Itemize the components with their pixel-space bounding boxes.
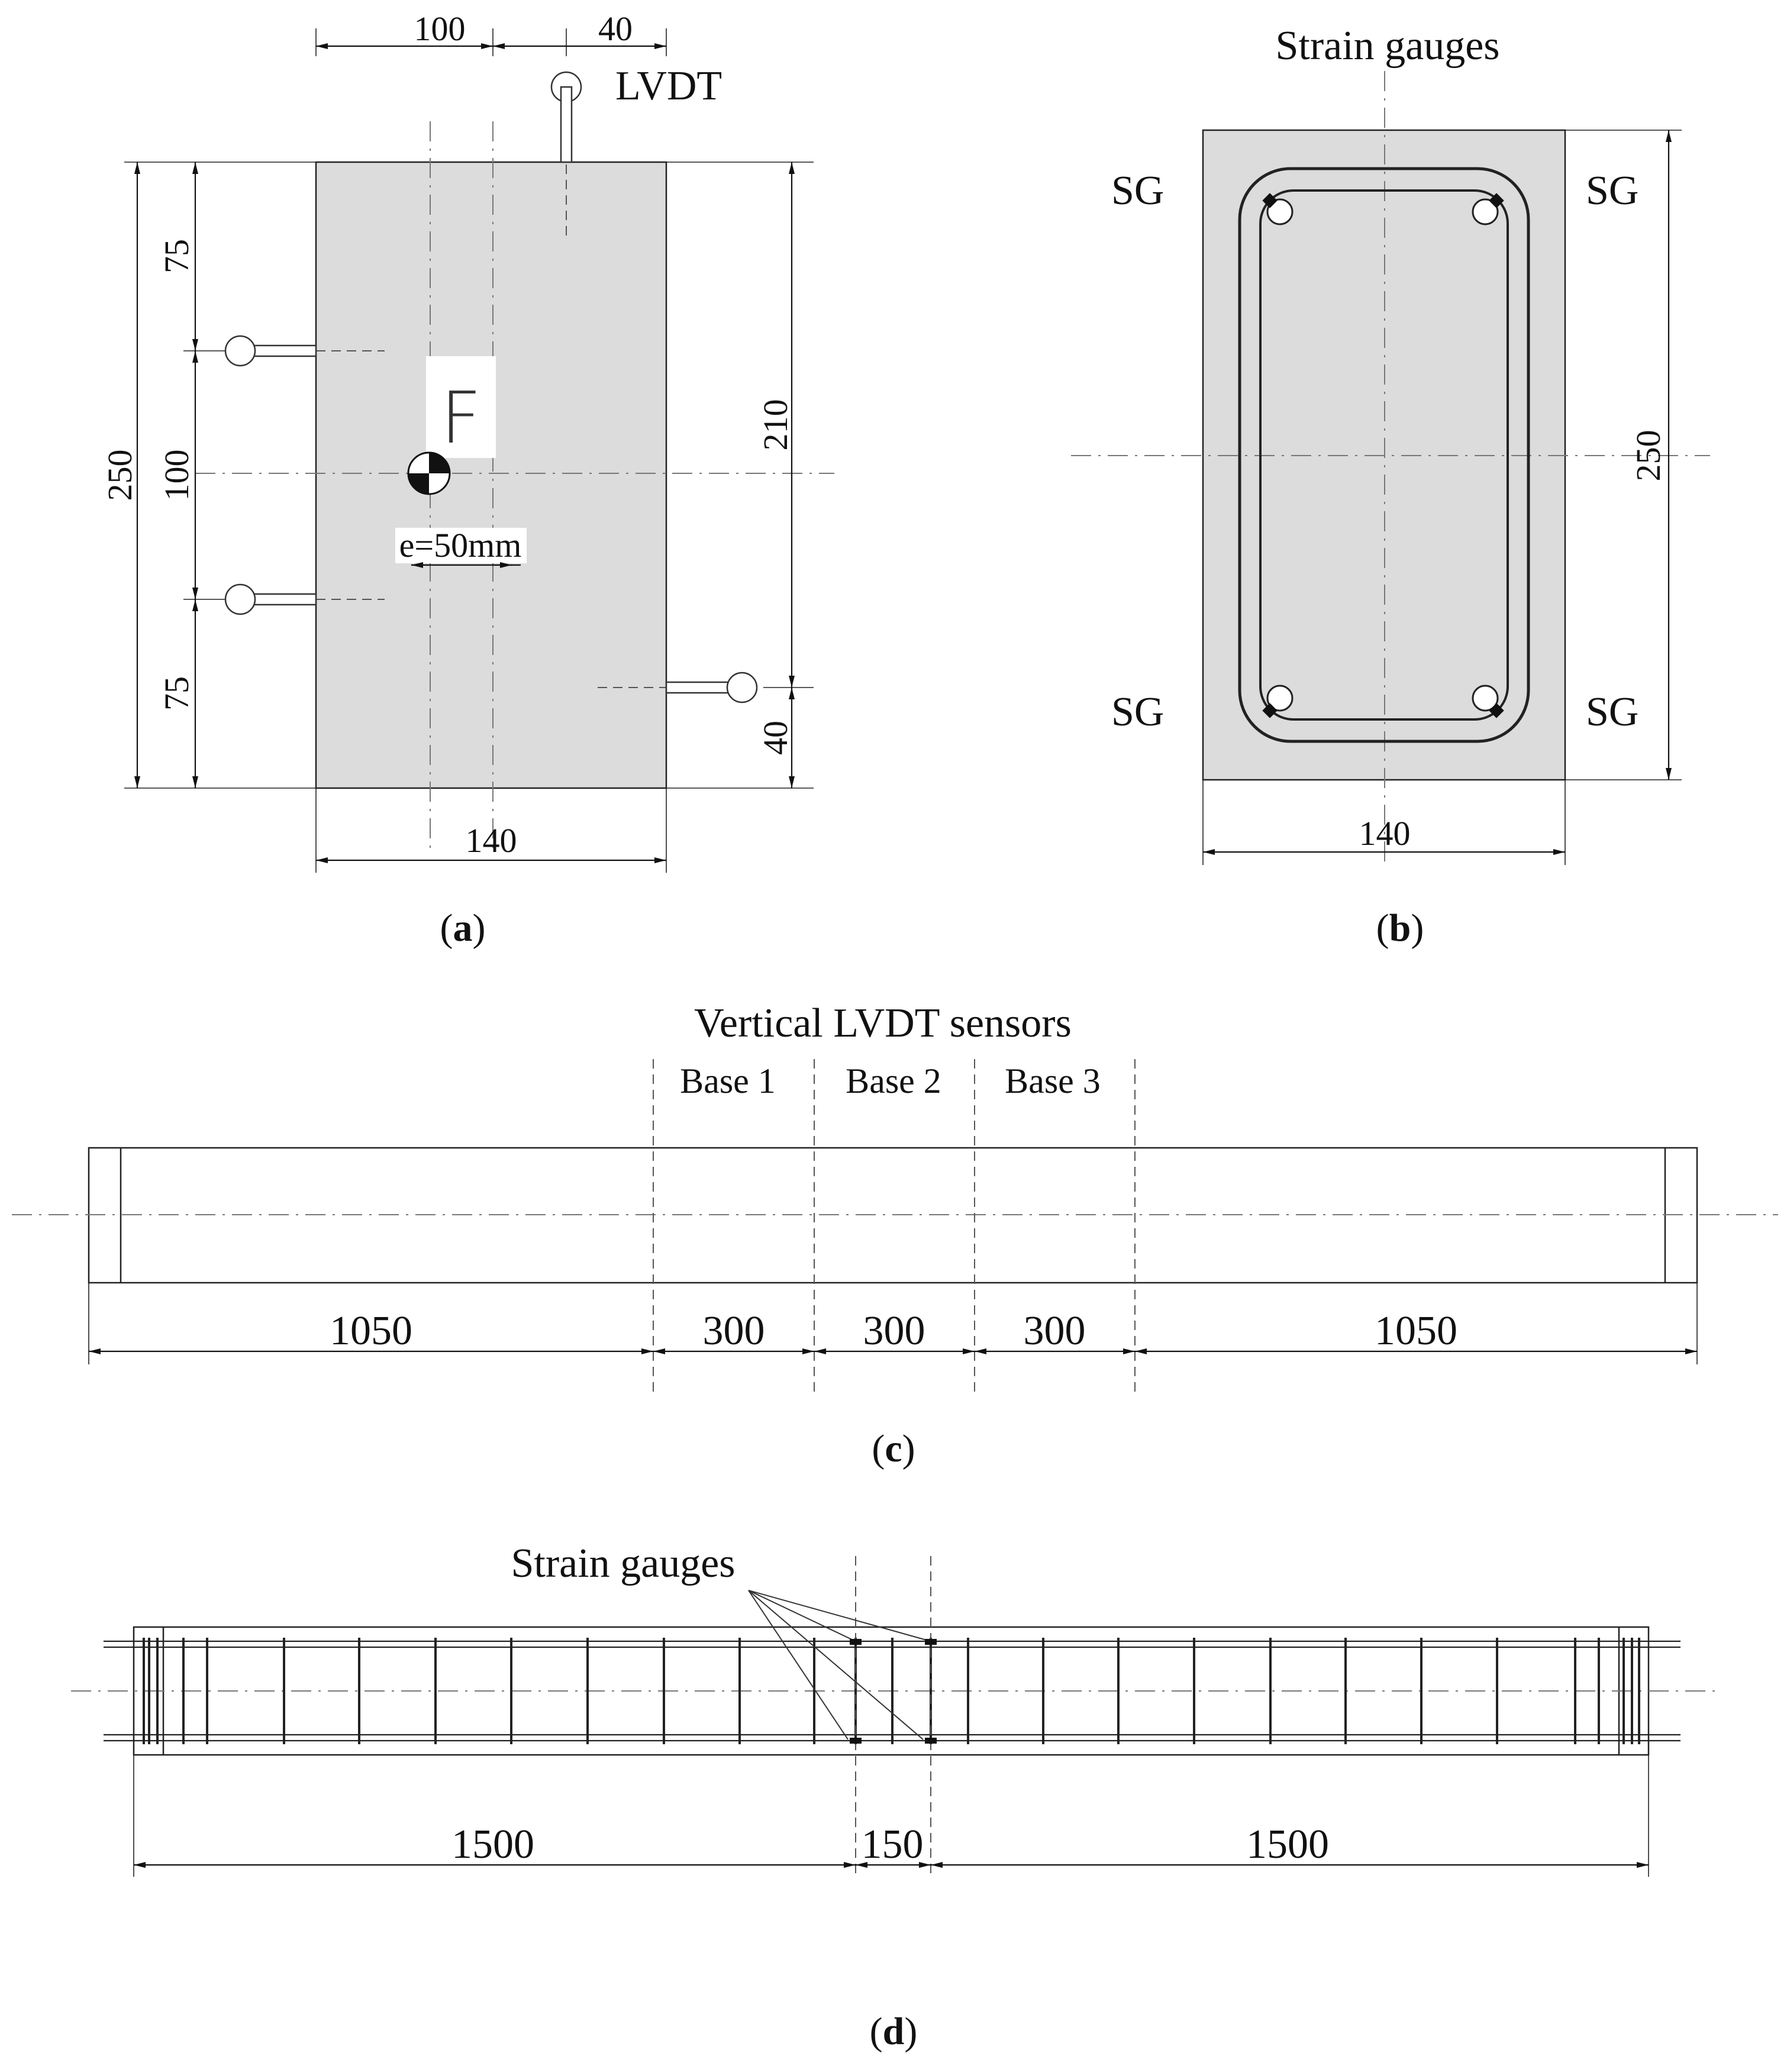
dim-top-40: 40: [598, 9, 633, 48]
lvdt-top-sensor: [551, 72, 581, 162]
base-2-label: Base 2: [846, 1061, 941, 1100]
dim-d-1500-right: 1500: [1246, 1822, 1329, 1867]
strain-gauge-4: [925, 1738, 937, 1744]
base-3-label: Base 3: [1005, 1061, 1101, 1100]
dim-c-300-c: 300: [1023, 1308, 1086, 1354]
sg-label-top-left: SG: [1111, 168, 1165, 214]
dim-c-300-a: 300: [702, 1308, 765, 1354]
caption-b: (b): [1376, 906, 1424, 950]
dim-left-250: 250: [101, 449, 139, 501]
dim-left-75-bottom: 75: [157, 676, 196, 711]
sg-label-top-right: SG: [1586, 168, 1639, 214]
lvdt-label: LVDT: [615, 63, 722, 109]
dim-d-150: 150: [861, 1822, 924, 1867]
dim-right-40: 40: [756, 721, 795, 755]
caption-a: (a): [440, 906, 486, 950]
dim-left-75-top: 75: [157, 239, 196, 273]
strain-gauges-title-b: Strain gauges: [1275, 23, 1500, 69]
dim-left-100: 100: [157, 449, 196, 501]
caption-d: (d): [869, 2010, 918, 2053]
panel-c: [12, 1001, 1778, 1470]
dim-c-300-b: 300: [863, 1308, 925, 1354]
panel-a: [101, 9, 834, 950]
dim-top-100: 100: [414, 9, 466, 48]
base-1-label: Base 1: [680, 1061, 776, 1100]
lvdt-left-lower-sensor: [225, 585, 316, 614]
gauge-leader-4: [749, 1590, 923, 1739]
sg-label-bottom-left: SG: [1111, 689, 1165, 735]
dim-right-210: 210: [756, 399, 795, 451]
cross-section-block: [316, 162, 666, 788]
dim-c-1050-left: 1050: [330, 1308, 412, 1354]
lvdt-left-upper-sensor: [225, 336, 316, 366]
dim-bottom-140: 140: [465, 821, 517, 860]
panel-b: [1071, 23, 1710, 950]
strain-gauge-1: [850, 1639, 862, 1645]
sg-label-bottom-right: SG: [1586, 689, 1639, 735]
force-label: F: [440, 377, 482, 460]
vertical-lvdt-title: Vertical LVDT sensors: [694, 1001, 1072, 1046]
dim-d-1500-left: 1500: [451, 1822, 534, 1867]
lvdt-right-sensor: [666, 673, 757, 702]
eccentricity-label: e=50mm: [399, 526, 522, 564]
dim-right-250-b: 250: [1629, 430, 1667, 482]
centroid-symbol: [408, 453, 450, 494]
strain-gauges-title-d: Strain gauges: [511, 1541, 736, 1586]
gauge-leader-3: [749, 1590, 848, 1739]
caption-c: (c): [872, 1427, 915, 1470]
strain-gauge-3: [850, 1738, 862, 1744]
dim-c-1050-right: 1050: [1375, 1308, 1457, 1354]
dim-bottom-140-b: 140: [1359, 814, 1411, 853]
panel-d: [71, 1541, 1722, 2053]
strain-gauge-2: [925, 1639, 937, 1645]
